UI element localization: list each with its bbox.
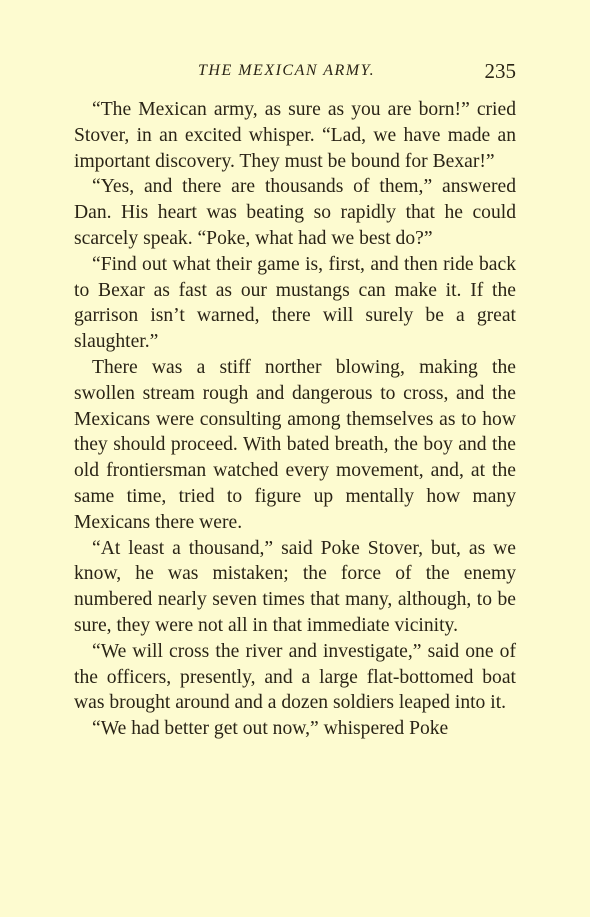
paragraph: “Yes, and there are thousands of them,” answered Dan. His heart was beating so rapidly that he could scarcely speak. “Poke, what had we best do?” — [74, 176, 516, 249]
running-head — [74, 59, 516, 86]
paragraph: “At least a thousand,” said Poke Stover, but, as we know, he was mistaken; the force of the enemy numbered nearly seven times that many, although, to be sure, they were not all in that immediate vicinity. — [74, 537, 516, 636]
paragraph: “We will cross the river and investigate,” said one of the officers, presently, and a large flat-bottomed boat was brought around and a dozen soldiers leaped into it. — [74, 640, 516, 714]
page-number: 235 — [484, 59, 516, 83]
paragraph: There was a stiff norther blowing, making the swollen stream rough and dangerous to cross, and the Mexicans were consulting among themselves as to how they should proceed. With bated breath, the boy and the old frontiersman watched every movement, and, at the same time, tried to figure up mentally how many Mexicans there were. — [74, 356, 516, 533]
body-text — [74, 97, 516, 742]
paragraph: “Find out what their game is, first, and then ride back to Bexar as fast as our mustangs can make it. If the garrison isn’t warned, there will surely be a great slaughter.” — [74, 253, 516, 353]
paragraph: “The Mexican army, as sure as you are born!” cried Stover, in an excited whisper. “Lad, we have made an important discovery. They must be bound for Bexar!” — [74, 99, 516, 172]
running-title: THE MEXICAN ARMY. — [198, 62, 376, 79]
paragraph: “We had better get out now,” whispered Poke — [92, 718, 449, 740]
